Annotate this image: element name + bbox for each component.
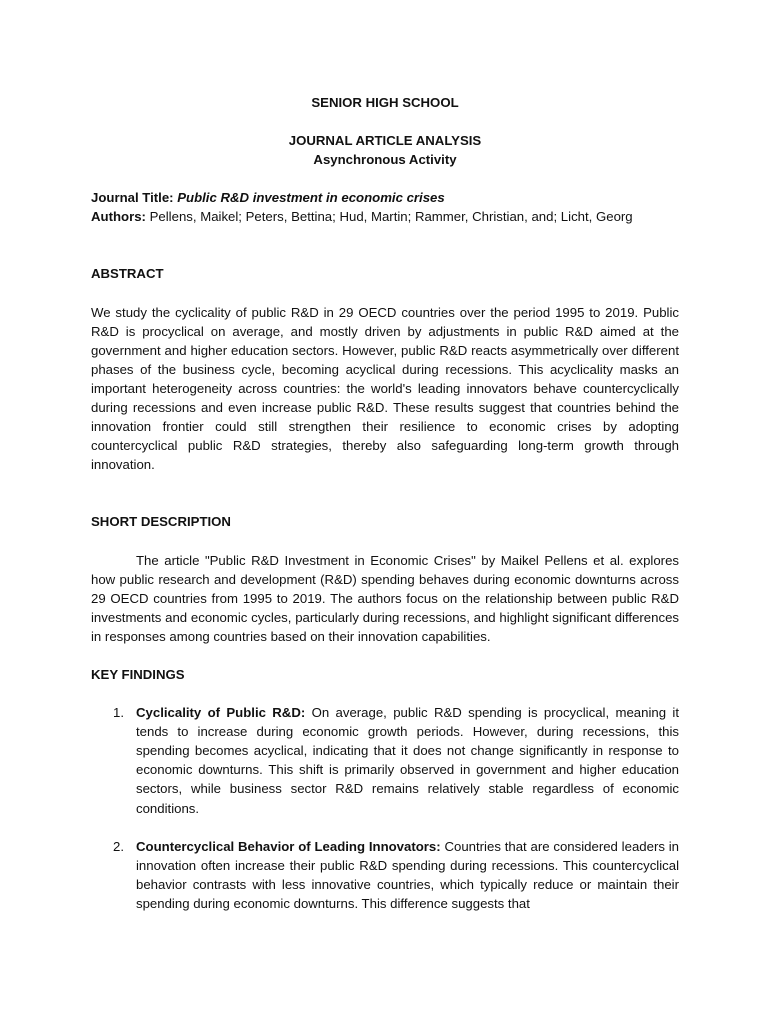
spacer [91, 169, 679, 188]
finding-item [91, 837, 679, 913]
journal-title-label: Journal Title: [91, 190, 174, 206]
spacer [91, 474, 679, 512]
document-subtitle: Asynchronous Activity [313, 152, 457, 168]
authors-line [91, 207, 679, 226]
finding-number: 1. [113, 705, 124, 721]
key-findings-list [91, 703, 679, 913]
document-page [91, 93, 679, 913]
abstract-text: We study the cyclicality of public R&D in 29 OECD countries over the period 1995 to 2019. Public R&D is procyclical on average, and mostly driven by adjustments in public R&D aimed at the government and higher education sectors. However, public R&D reacts asymmetrically over different phases of the business cycle, becoming acyclical during recessions. This acyclicality masks an important heterogeneity across countries: the world's leading innovators behave countercyclically during recessions and even increase public R&D. These results suggest that countries behind the innovation frontier could still strengthen their resilience to economic crises by adopting countercyclical public R&D strategies, thereby also safeguarding long-term growth through innovation. [91, 304, 679, 473]
short-description-heading: SHORT DESCRIPTION [91, 514, 231, 530]
finding-text: On average, public R&D spending is procyclical, meaning it tends to increase during economic growth periods. However, during recessions, this spending becomes acyclical, indicating that it does not change significantly in response to economic downturns. This shift is primarily observed in government and higher education sectors, while business sector R&D remains relatively stable regardless of economic conditions. [136, 705, 679, 816]
spacer [91, 684, 679, 703]
authors-value: Pellens, Maikel; Peters, Bettina; Hud, Martin; Rammer, Christian, and; Licht, Georg [149, 209, 633, 225]
finding-title: Countercyclical Behavior of Leading Innovators: [136, 838, 441, 854]
spacer [91, 226, 679, 264]
spacer [91, 818, 679, 837]
finding-title: Cyclicality of Public R&D: [136, 705, 306, 721]
finding-item [91, 703, 679, 818]
journal-title-line [91, 188, 679, 207]
spacer [91, 112, 679, 131]
finding-number: 2. [113, 838, 124, 854]
abstract-heading: ABSTRACT [91, 266, 164, 282]
school-heading: SENIOR HIGH SCHOOL [311, 95, 459, 110]
journal-title-value: Public R&D investment in economic crises [177, 190, 445, 206]
finding-text: Countries that are considered leaders in innovation often increase their public R&D spending during recessions. This countercyclical behavior contrasts with less innovative countries, which typically reduce or maintain their spending during economic downturns. This difference suggests that [136, 838, 679, 911]
document-title: JOURNAL ARTICLE ANALYSIS [288, 133, 482, 149]
spacer [91, 284, 679, 303]
key-findings-heading: KEY FINDINGS [91, 666, 185, 682]
spacer [91, 532, 679, 551]
authors-label: Authors: [91, 209, 146, 225]
spacer [91, 646, 679, 665]
short-description-text: The article "Public R&D Investment in Economic Crises" by Maikel Pellens et al. explores how public research and development (R&D) spending behaves during economic downturns across 29 OECD countries from 1995 to 2019. The authors focus on the relationship between public R&D investments and economic cycles, particularly during recessions, and highlight significant differences in responses among countries based on their innovation capabilities. [91, 552, 679, 644]
